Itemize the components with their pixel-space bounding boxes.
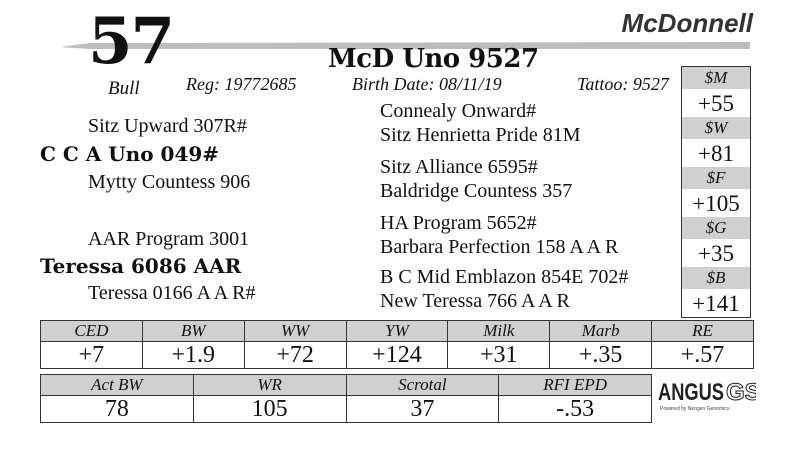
logo-suffix: GS — [726, 379, 756, 406]
registration-number: Reg: 19772685 — [186, 74, 297, 94]
pedigree-dam-dam: Teressa 0166 A A R# — [88, 282, 256, 304]
epd-table-primary — [40, 320, 754, 369]
epd-value: +31 — [448, 342, 550, 369]
epd-value: -.53 — [499, 396, 652, 423]
pedigree-dam-sire: AAR Program 3001 — [88, 228, 250, 250]
index-value: +141 — [692, 291, 740, 316]
epd-value: +7 — [41, 342, 143, 369]
pedigree-ancestor: Sitz Henrietta Pride 81M — [380, 124, 581, 146]
pedigree-ancestor: Sitz Alliance 6595# — [380, 156, 538, 178]
index-value: +35 — [698, 241, 734, 266]
birth-date: Birth Date: 08/11/19 — [352, 74, 502, 94]
epd-value: 78 — [41, 396, 194, 423]
epd-value: +.35 — [550, 342, 652, 369]
epd-value: +72 — [244, 342, 346, 369]
pedigree-sire-dam: Mytty Countess 906 — [88, 171, 251, 193]
index-value: +81 — [698, 141, 734, 166]
epd-table-secondary — [40, 374, 652, 423]
epd-header: Milk — [448, 321, 550, 342]
pedigree-ancestor: B C Mid Emblazon 854E 702# — [380, 266, 629, 288]
angus-gs-logo — [656, 376, 756, 416]
pedigree-ancestor: Connealy Onward# — [380, 100, 537, 122]
dollar-index-box — [681, 66, 751, 318]
lot-number: 57 — [88, 4, 174, 79]
index-value: +55 — [698, 91, 734, 116]
breeder-name: McDonnell — [621, 8, 753, 38]
pedigree-ancestor: New Teressa 766 A A R — [380, 290, 570, 312]
epd-header: RE — [652, 321, 754, 342]
epd-header: WR — [193, 375, 346, 396]
index-label: $B — [682, 267, 750, 289]
epd-header: Scrotal — [346, 375, 499, 396]
pedigree-dam: Teressa 6086 AAR — [40, 254, 242, 278]
epd-value: 105 — [193, 396, 346, 423]
pedigree-ancestor: HA Program 5652# — [380, 212, 537, 234]
pedigree-sire: C C A Uno 049# — [40, 142, 220, 166]
epd-header: RFI EPD — [499, 375, 652, 396]
epd-header: YW — [346, 321, 448, 342]
index-value: +105 — [692, 191, 740, 216]
animal-sex: Bull — [108, 78, 140, 99]
index-label: $G — [682, 217, 750, 239]
epd-header: Marb — [550, 321, 652, 342]
tattoo: Tattoo: 9527 — [577, 74, 669, 94]
index-label: $M — [682, 67, 750, 89]
epd-value: +.57 — [652, 342, 754, 369]
epd-header: CED — [41, 321, 143, 342]
index-label: $F — [682, 167, 750, 189]
epd-value: +1.9 — [142, 342, 244, 369]
epd-header: Act BW — [41, 375, 194, 396]
logo-text: ANGUS — [658, 379, 724, 406]
epd-header: BW — [142, 321, 244, 342]
epd-value: +124 — [346, 342, 448, 369]
pedigree-sire-sire: Sitz Upward 307R# — [88, 115, 247, 137]
epd-header: WW — [244, 321, 346, 342]
logo-tagline: Powered by Neogen Genomics — [660, 406, 730, 412]
epd-value: 37 — [346, 396, 499, 423]
pedigree-ancestor: Baldridge Countess 357 — [380, 180, 573, 202]
index-label: $W — [682, 117, 750, 139]
animal-name: McD Uno 9527 — [328, 44, 539, 74]
pedigree-ancestor: Barbara Perfection 158 A A R — [380, 236, 619, 258]
